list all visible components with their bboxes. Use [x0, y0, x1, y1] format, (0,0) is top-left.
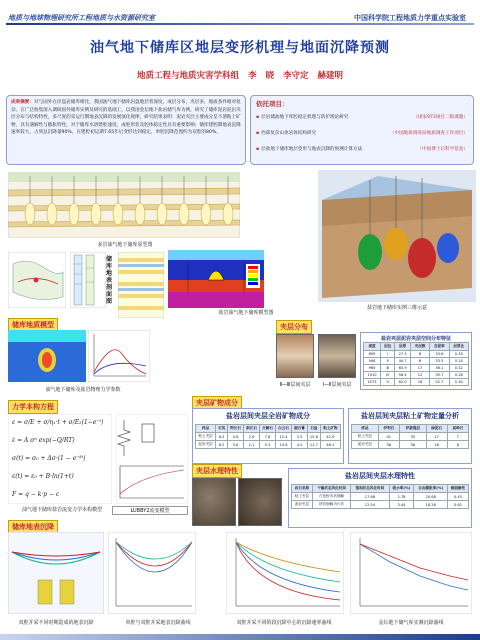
table-cell: 65.9 — [395, 365, 410, 372]
table-cell: 0.61 — [448, 501, 469, 509]
column-header: 深度 — [364, 343, 381, 351]
column-header: 样品 — [352, 425, 379, 433]
table-cell: 44.7 — [395, 358, 410, 365]
abstract-body: 对与国外在岸盘岩储库相比，我国油气地下储库岩盘地层普深度，成层分布，夹层多，地质条件相对复杂。在广泛收集深入调研国外储库实例及研究的基础上，以我国金坛地下盐岩储气库为例，研究了储库泥岩泥岩夹层分布与结构特性，多尺度的采运行期地表沉降的发展演化规律，研究结果表明：泥岩夹层主要成分是不溶粘土矿物，具有遇解性与膨胀特性，对于储库水溶建腔速度、成腔形状及腔体稳定性具有重要影响；储库建腔期地表沉降速率较大，占到总沉降量90%，在建腔初运期7.65年后变形达到稳定，单腔沉降范围约为双腔的80%。 — [11, 100, 241, 136]
table-cell: 2.6 — [244, 433, 260, 441]
table-row — [352, 433, 469, 441]
bullet-icon: ▪ — [256, 114, 260, 120]
core-photo-b-label: Ⅰ—Ⅱ层间夹层 — [322, 382, 352, 388]
funding-item-source: （中国地质调查局地质调查工作项目） — [389, 131, 468, 136]
stress-curve-figure — [88, 330, 150, 382]
table-cell: 粘土夹层 — [292, 493, 313, 501]
column-header: 钾长石 — [228, 425, 244, 433]
table-header-row — [352, 425, 469, 433]
table-cell: 16 — [426, 441, 447, 449]
water-data-table — [291, 484, 469, 509]
interlayer-table-title: 盐岩夹层泥岩夹层空间分布特征 — [380, 336, 451, 342]
lubby-model-figure — [116, 414, 188, 504]
section-model-heading: 储库地质模型 — [8, 318, 58, 332]
column-header: 自由膨胀率(%) — [414, 485, 448, 493]
caption-settlement-1: 双腔并采不同时期造成的地表沉降 — [18, 620, 94, 626]
mineral-table-1 — [192, 408, 344, 464]
table-header-row — [364, 343, 469, 351]
table-cell: 16 — [410, 379, 429, 386]
table-cell: 960 — [364, 365, 381, 372]
poster-title: 油气地下储库区地层变形机理与地面沉降预测 — [90, 40, 390, 56]
section-interlayer-heading: 夹层分布 — [276, 320, 312, 334]
table-cell: 33.5 — [430, 358, 449, 365]
table-cell: 粘土夹层 — [352, 433, 379, 441]
column-header: 含泥率 — [430, 343, 449, 351]
column-header: 耐崩解性 — [448, 485, 469, 493]
header-left-text: 地质与地球物理研究所工程地质与水资源研究室 — [8, 14, 155, 22]
sample-photo-a — [192, 478, 236, 526]
core-photo-a — [276, 334, 314, 378]
settlement-rate-figure — [226, 532, 344, 614]
table-cell: 899 — [364, 351, 381, 358]
table-cell: 1073 — [364, 379, 381, 386]
section-water-heading: 夹层水理特性 — [192, 464, 242, 478]
table-cell: 11.7 — [308, 441, 321, 449]
table-cell: Ⅱ — [381, 358, 395, 365]
table-cell: 白色粉末状崩解 — [312, 493, 350, 501]
svg-text:ε = σ/E + σ/η₁·t + σ/E₂(1−e⁻ᵗ): ε = σ/E + σ/η₁·t + σ/E₂(1−e⁻ᵗ) — [12, 419, 104, 426]
column-header: 方解石 — [260, 425, 276, 433]
table-cell: 泥岩夹层 — [292, 501, 313, 509]
funding-panel — [250, 95, 474, 165]
settlement-stage-figure — [8, 532, 104, 614]
svg-text:σ(t) = σ₀ + Δσ·(1 − e⁻ᵏᵗ): σ(t) = σ₀ + Δσ·(1 − e⁻ᵏᵗ) — [12, 455, 86, 462]
table-cell: 7 — [447, 433, 468, 441]
bullet-icon: ▪ — [256, 146, 260, 152]
table-row — [292, 501, 469, 509]
table-cell: 4.6 — [228, 433, 244, 441]
table-row — [364, 358, 469, 365]
column-header: 石英 — [216, 425, 228, 433]
column-header: 样品 — [196, 425, 216, 433]
column-header: 岩石名称 — [292, 485, 313, 493]
section-mineral-heading: 夹层矿物成分 — [192, 396, 242, 410]
water-table-title: 盐岩层间夹层水理特性 — [345, 472, 415, 480]
table-header-row — [292, 485, 469, 493]
table-cell: 0.28 — [449, 372, 468, 379]
abstract-panel — [6, 95, 246, 165]
table-cell: 0.30 — [449, 379, 468, 386]
column-header: 层位 — [381, 343, 395, 351]
funding-item-source: （中国博士后科学基金） — [417, 147, 468, 152]
interlayer-table — [360, 332, 472, 390]
column-header: 粘土矿物 — [320, 425, 340, 433]
table-cell: 9.3 — [260, 441, 276, 449]
table-cell: 0.32 — [449, 365, 468, 372]
table-cell: 12.4 — [276, 433, 292, 441]
table-cell: 8 — [410, 351, 429, 358]
table-cell: 33.6 — [430, 351, 449, 358]
table-cell: 12.54 — [351, 501, 389, 509]
column-header: 层厚 — [395, 343, 410, 351]
table-cell: 41 — [378, 433, 399, 441]
mineral-data-table-1 — [195, 424, 341, 449]
table-cell: 块状崩解为片状 — [312, 501, 350, 509]
table-cell: 46.1 — [320, 441, 340, 449]
section-settlement-heading: 储库地表沉降 — [8, 520, 58, 534]
table-cell: 36.1 — [430, 365, 449, 372]
funding-item-source: （国家973项目二级课题） — [413, 115, 468, 120]
site-map-figure — [8, 252, 66, 308]
caption-3d-model: 盐岩地下储库实例三维示意 — [366, 305, 427, 311]
column-header: 斜长石 — [244, 425, 260, 433]
column-header: 绿泥石 — [426, 425, 447, 433]
table-cell: 20.68 — [414, 493, 448, 501]
table-cell: 泥岩夹层 — [352, 441, 379, 449]
affiliation: 地质工程与地质灾害学科组 — [137, 71, 240, 81]
table-cell: 6.2 — [216, 441, 228, 449]
table-cell: 32.7 — [430, 379, 449, 386]
funding-item-name: 层岩储油地下库腔稳定机理与防护理论研究 — [261, 115, 349, 120]
funding-item — [256, 111, 468, 123]
table-cell: 17 — [410, 365, 429, 372]
table-row — [292, 493, 469, 501]
footer-bar — [0, 634, 480, 640]
mineral-table-2 — [348, 408, 472, 464]
column-header: 饱和状态风化时间 — [351, 485, 389, 493]
table-cell: 42.9 — [320, 433, 340, 441]
table-cell: 粘土夹层 — [196, 433, 216, 441]
table-cell: 7.8 — [260, 433, 276, 441]
author-name: 李 晓 — [248, 71, 274, 81]
column-header: 石盐 — [308, 425, 321, 433]
caption-settlement-3: 双腔并采不同阶段沉降中心的沉降速率曲线 — [236, 620, 332, 626]
bullet-icon: ▪ — [256, 130, 260, 136]
author-name: 李守定 — [282, 71, 309, 81]
table-header-row — [196, 425, 341, 433]
table-cell: 4.2 — [292, 441, 308, 449]
funding-item-name: 西部复杂山体岩体结构研究 — [261, 131, 317, 136]
mineral-table-1-title: 盐岩层间夹层全岩矿物成分 — [226, 412, 310, 420]
table-cell: 14.6 — [276, 441, 292, 449]
table-cell: 8.5 — [216, 433, 228, 441]
author-line — [0, 69, 480, 81]
core-photo-a-label: Ⅱ—Ⅲ层间夹层 — [279, 382, 311, 388]
table-cell: Ⅳ — [381, 372, 395, 379]
table-cell: 3.8 — [228, 441, 244, 449]
table-row — [364, 351, 469, 358]
fem-mesh-figure — [8, 330, 86, 382]
section-constitutive-heading: 力学本构方程 — [8, 400, 58, 414]
table-cell: 0.35 — [449, 351, 468, 358]
sample-photo-b — [238, 478, 282, 526]
column-header: 白云石 — [276, 425, 292, 433]
table-cell: 15.8 — [308, 433, 321, 441]
caption-model: 盐岩油气地下储库模型图 — [218, 310, 274, 316]
table-cell: 3.44 — [389, 501, 414, 509]
svg-text:ε̇ = A σⁿ exp(−Q/RT): ε̇ = A σⁿ exp(−Q/RT) — [12, 437, 75, 444]
water-table — [288, 468, 472, 528]
table-cell: 2.1 — [244, 441, 260, 449]
column-header: 伊蒙混层 — [399, 425, 426, 433]
table-cell: 2.78 — [389, 493, 414, 501]
header-rule — [6, 23, 474, 25]
table-row — [364, 372, 469, 379]
table-row — [364, 379, 469, 386]
table-cell: 泥岩夹层 — [196, 441, 216, 449]
funding-item-name: 层盐地下储库地层变形与地表沉降的预测计算方法 — [261, 147, 363, 152]
table-cell: 6 — [410, 358, 429, 365]
abstract-text — [11, 99, 241, 137]
3d-cavern-figure — [318, 170, 476, 302]
svg-text:ε(t) = ε₀ + B·ln(1+t): ε(t) = ε₀ + B·ln(1+t) — [12, 473, 74, 480]
table-cell: 0.14 — [449, 358, 468, 365]
core-photo-b — [318, 334, 356, 378]
strata-profile-figure — [118, 252, 164, 318]
vertical-profile-label: 储库地表剖面图 — [106, 256, 113, 305]
caption-settlement-4: 金坛地下储气库实测沉降曲线 — [378, 620, 444, 626]
caption-settlement-2: 单腔与双腔并采地表沉降曲线 — [125, 620, 191, 626]
mineral-table-2-title: 盐岩层间夹层粘土矿物定量分析 — [361, 412, 459, 420]
borehole-columns-figure — [70, 252, 106, 308]
table-cell: 1010 — [364, 372, 381, 379]
svg-text:F = q − k·p − c: F = q − k·p − c — [12, 491, 60, 498]
header-bar — [0, 0, 480, 30]
column-header: 吸水率(%) — [389, 485, 414, 493]
table-cell: 0.45 — [448, 493, 469, 501]
table-cell: 17.86 — [351, 493, 389, 501]
table-cell: 35.7 — [430, 372, 449, 379]
measured-settlement-figure — [350, 532, 472, 614]
storage-model-figure — [168, 250, 264, 308]
funding-item — [256, 127, 468, 139]
table-cell: Ⅴ — [381, 379, 395, 386]
column-header: 夹层数 — [410, 343, 429, 351]
table-row — [364, 365, 469, 372]
settlement-curve-figure — [108, 532, 196, 614]
caption-cross-section: 多岩油气地下储库原型图 — [97, 242, 153, 248]
table-cell: 35 — [399, 433, 426, 441]
table-cell: 12 — [410, 372, 429, 379]
table-cell: 3.5 — [292, 433, 308, 441]
table-cell: 18.26 — [414, 501, 448, 509]
column-header: 高岭石 — [447, 425, 468, 433]
table-row — [196, 441, 341, 449]
column-header: 层厚比 — [449, 343, 468, 351]
table-cell: 38 — [378, 441, 399, 449]
column-header: 伊利石 — [378, 425, 399, 433]
column-header: 干燥状态风化时间 — [312, 485, 350, 493]
table-cell: 56.4 — [395, 372, 410, 379]
table-cell: 17 — [426, 433, 447, 441]
header-right-text: 中国科学院工程地质力学重点实验室 — [354, 14, 466, 22]
table-cell: Ⅲ — [381, 365, 395, 372]
funding-item — [256, 143, 468, 155]
table-cell: 27.5 — [395, 351, 410, 358]
caption-equation: 油气地下储库盐岩流变力学本构模型 — [21, 507, 102, 513]
table-cell: Ⅰ — [381, 351, 395, 358]
funding-heading: 依托项目： — [256, 100, 289, 108]
table-cell: 38 — [399, 441, 426, 449]
constitutive-equations-figure — [8, 414, 112, 504]
caption-lubby: LUBBY2流变模型 — [112, 506, 188, 515]
table-row — [352, 441, 469, 449]
table-cell: 62.0 — [395, 379, 410, 386]
mineral-data-table-2 — [351, 424, 469, 449]
table-row — [196, 433, 341, 441]
interlayer-data-table — [363, 342, 469, 386]
author-name: 赫建明 — [317, 71, 343, 81]
column-header: 硬石膏 — [292, 425, 308, 433]
abstract-label: 成果摘要： — [11, 100, 34, 105]
caption-model-calc: 油气地下储库及盐岩物理力学参数 — [45, 387, 121, 393]
table-cell: 948 — [364, 358, 381, 365]
table-cell: 8 — [447, 441, 468, 449]
storage-cross-section-figure — [8, 172, 240, 238]
